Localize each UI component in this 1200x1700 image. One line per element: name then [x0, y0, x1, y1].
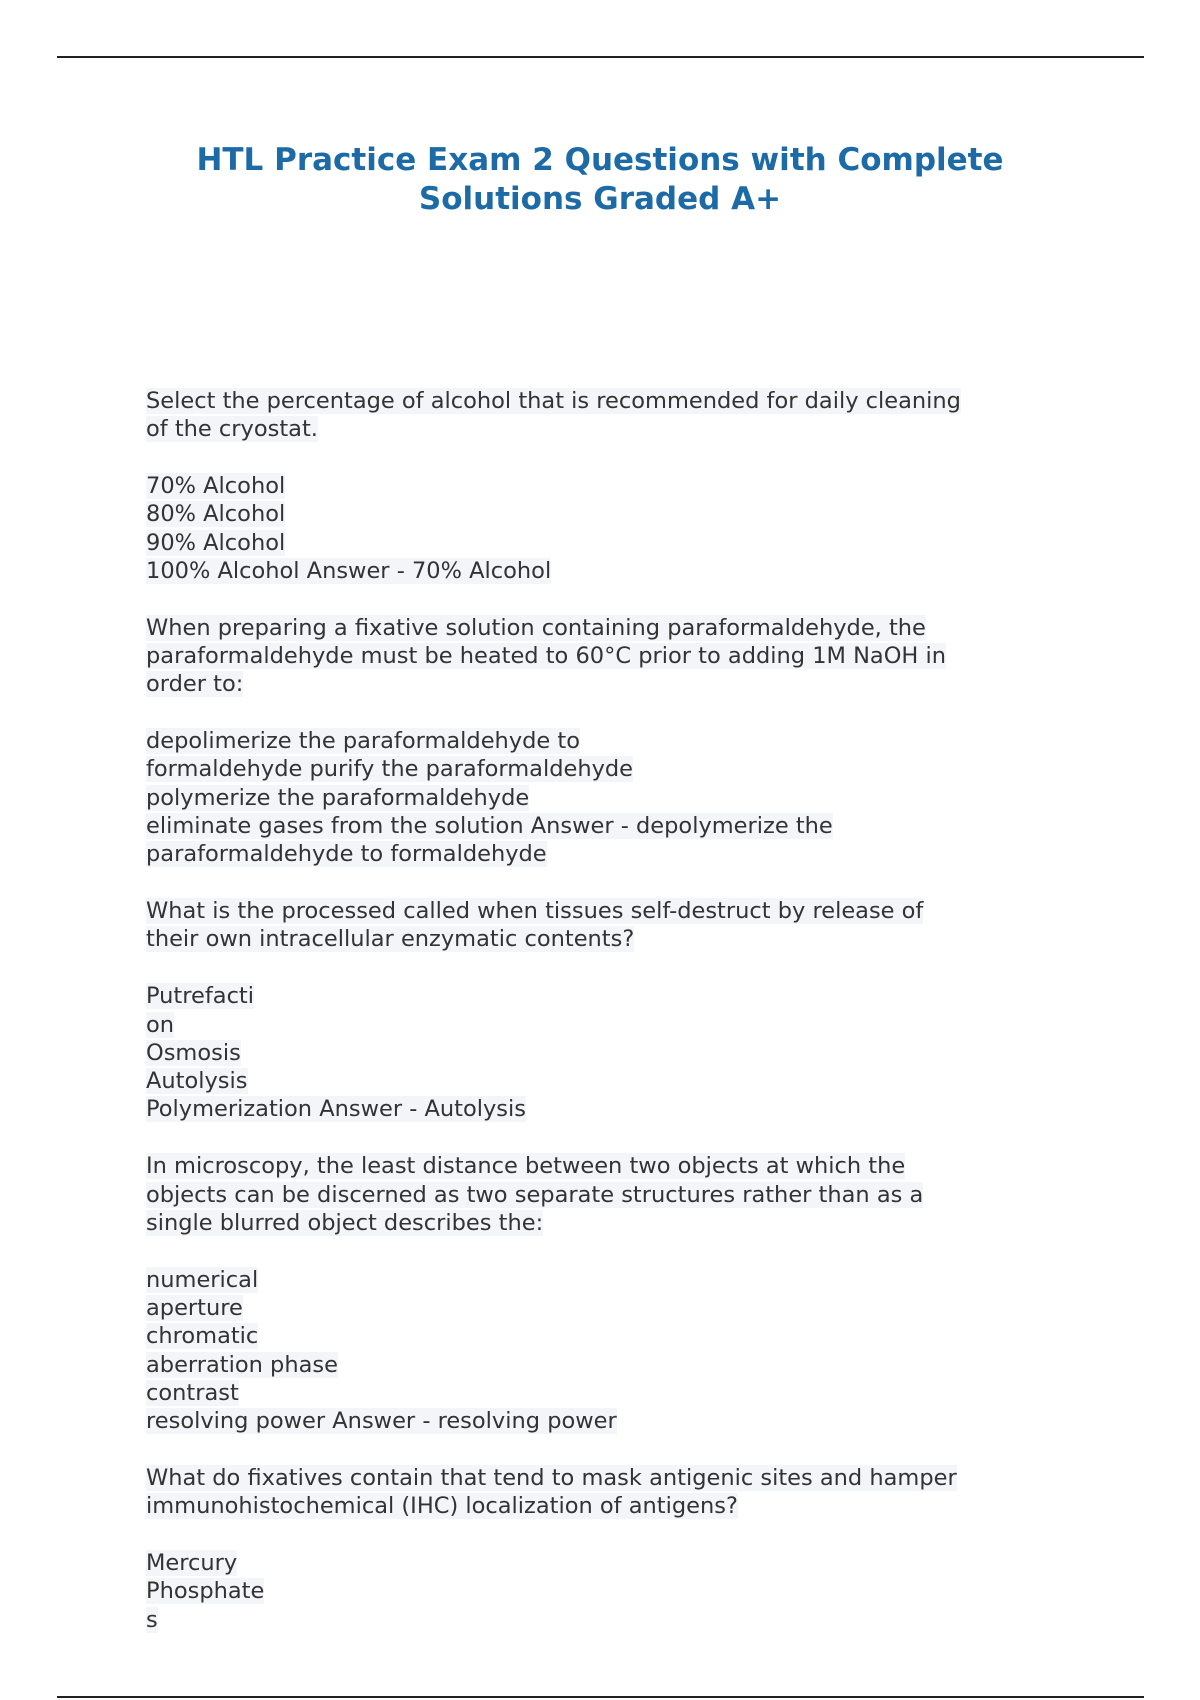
text-run: objects can be discerned as two separate structures rather than as a: [146, 1181, 924, 1208]
question-block: [146, 897, 1046, 954]
options-answer-block: [146, 727, 1046, 868]
text-run: paraformaldehyde to formaldehyde: [146, 841, 547, 868]
question-text-line: [146, 1492, 1046, 1520]
text-run: Autolysis: [146, 1068, 248, 1095]
question-text-line: [146, 897, 1046, 925]
text-run: their own intracellular enzymatic contents?: [146, 926, 635, 953]
option-line: [146, 755, 1046, 783]
text-run: immunohistochemical (IHC) localization of antigens?: [146, 1493, 738, 1520]
document-title: [100, 141, 1100, 219]
question-text-line: [146, 670, 1046, 698]
option-line: [146, 1549, 1046, 1577]
text-run: depolimerize the paraformaldehyde to: [146, 728, 580, 755]
text-run: aperture: [146, 1294, 243, 1321]
options-answer-block: [146, 1549, 1046, 1634]
question-text-line: [146, 415, 1046, 443]
text-run: Putrefacti: [146, 983, 255, 1010]
option-line: [146, 557, 1046, 585]
text-run: paraformaldehyde must be heated to 60°C prior to adding 1M NaOH in: [146, 643, 946, 670]
option-line: [146, 727, 1046, 755]
option-line: [146, 1294, 1046, 1322]
text-run: In microscopy, the least distance between two objects at which the: [146, 1153, 906, 1180]
question-text-line: [146, 1464, 1046, 1492]
text-run: resolving power Answer - resolving power: [146, 1408, 617, 1435]
text-run: Mercury: [146, 1550, 238, 1576]
text-run: s: [146, 1606, 158, 1633]
question-text-line: [146, 642, 1046, 670]
text-run: eliminate gases from the solution Answer - depolymerize the: [146, 813, 833, 840]
question-text-line: [146, 1152, 1046, 1180]
question-block: [146, 387, 1046, 444]
options-answer-block: [146, 472, 1046, 585]
text-run: numerical: [146, 1266, 259, 1293]
text-run: When preparing a fixative solution containing paraformaldehyde, the: [146, 614, 926, 641]
option-line: [146, 982, 1046, 1010]
option-line: [146, 1322, 1046, 1350]
question-block: [146, 614, 1046, 699]
bottom-rule: [57, 1696, 1144, 1698]
text-run: on: [146, 1011, 175, 1038]
option-line: [146, 472, 1046, 500]
option-line: [146, 1011, 1046, 1039]
option-line: [146, 1095, 1046, 1123]
text-run: 70% Alcohol: [146, 473, 286, 500]
text-run: Polymerization Answer - Autolysis: [146, 1096, 527, 1123]
text-run: chromatic: [146, 1323, 259, 1350]
document-title-line: HTL Practice Exam 2 Questions with Complete: [196, 142, 1004, 178]
question-text-line: [146, 614, 1046, 642]
text-run: single blurred object describes the:: [146, 1209, 544, 1236]
option-line: [146, 1606, 1046, 1634]
option-line: [146, 1351, 1046, 1379]
options-answer-block: [146, 1266, 1046, 1436]
option-line: [146, 1379, 1046, 1407]
text-run: polymerize the paraformaldehyde: [146, 784, 530, 811]
question-text-line: [146, 1209, 1046, 1237]
text-run: Select the percentage of alcohol that is recommended for daily cleaning: [146, 388, 961, 414]
option-line: [146, 1067, 1046, 1095]
option-line: [146, 1577, 1046, 1605]
text-run: What is the processed called when tissues self-destruct by release of: [146, 898, 924, 925]
option-line: [146, 784, 1046, 812]
question-block: [146, 1152, 1046, 1237]
text-run: 100% Alcohol Answer - 70% Alcohol: [146, 557, 552, 584]
option-line: [146, 1266, 1046, 1294]
text-run: aberration phase: [146, 1351, 338, 1378]
text-run: of the cryostat.: [146, 416, 318, 443]
option-line: [146, 1039, 1046, 1067]
text-run: 90% Alcohol: [146, 529, 286, 556]
option-line: [146, 1407, 1046, 1435]
question-text-line: [146, 925, 1046, 953]
option-line: [146, 500, 1046, 528]
text-run: Osmosis: [146, 1039, 241, 1066]
option-line: [146, 812, 1046, 840]
document-body: [146, 387, 1046, 1662]
text-run: formaldehyde purify the paraformaldehyde: [146, 756, 634, 783]
top-rule: [57, 56, 1144, 58]
text-run: Phosphate: [146, 1578, 265, 1605]
question-block: [146, 1464, 1046, 1521]
option-line: [146, 840, 1046, 868]
text-run: contrast: [146, 1379, 239, 1406]
question-text-line: [146, 387, 1046, 415]
text-run: 80% Alcohol: [146, 501, 286, 528]
document-title-line: Solutions Graded A+: [418, 181, 782, 217]
text-run: order to:: [146, 671, 244, 698]
option-line: [146, 529, 1046, 557]
text-run: What do fixatives contain that tend to mask antigenic sites and hamper: [146, 1464, 957, 1491]
question-text-line: [146, 1181, 1046, 1209]
options-answer-block: [146, 982, 1046, 1123]
